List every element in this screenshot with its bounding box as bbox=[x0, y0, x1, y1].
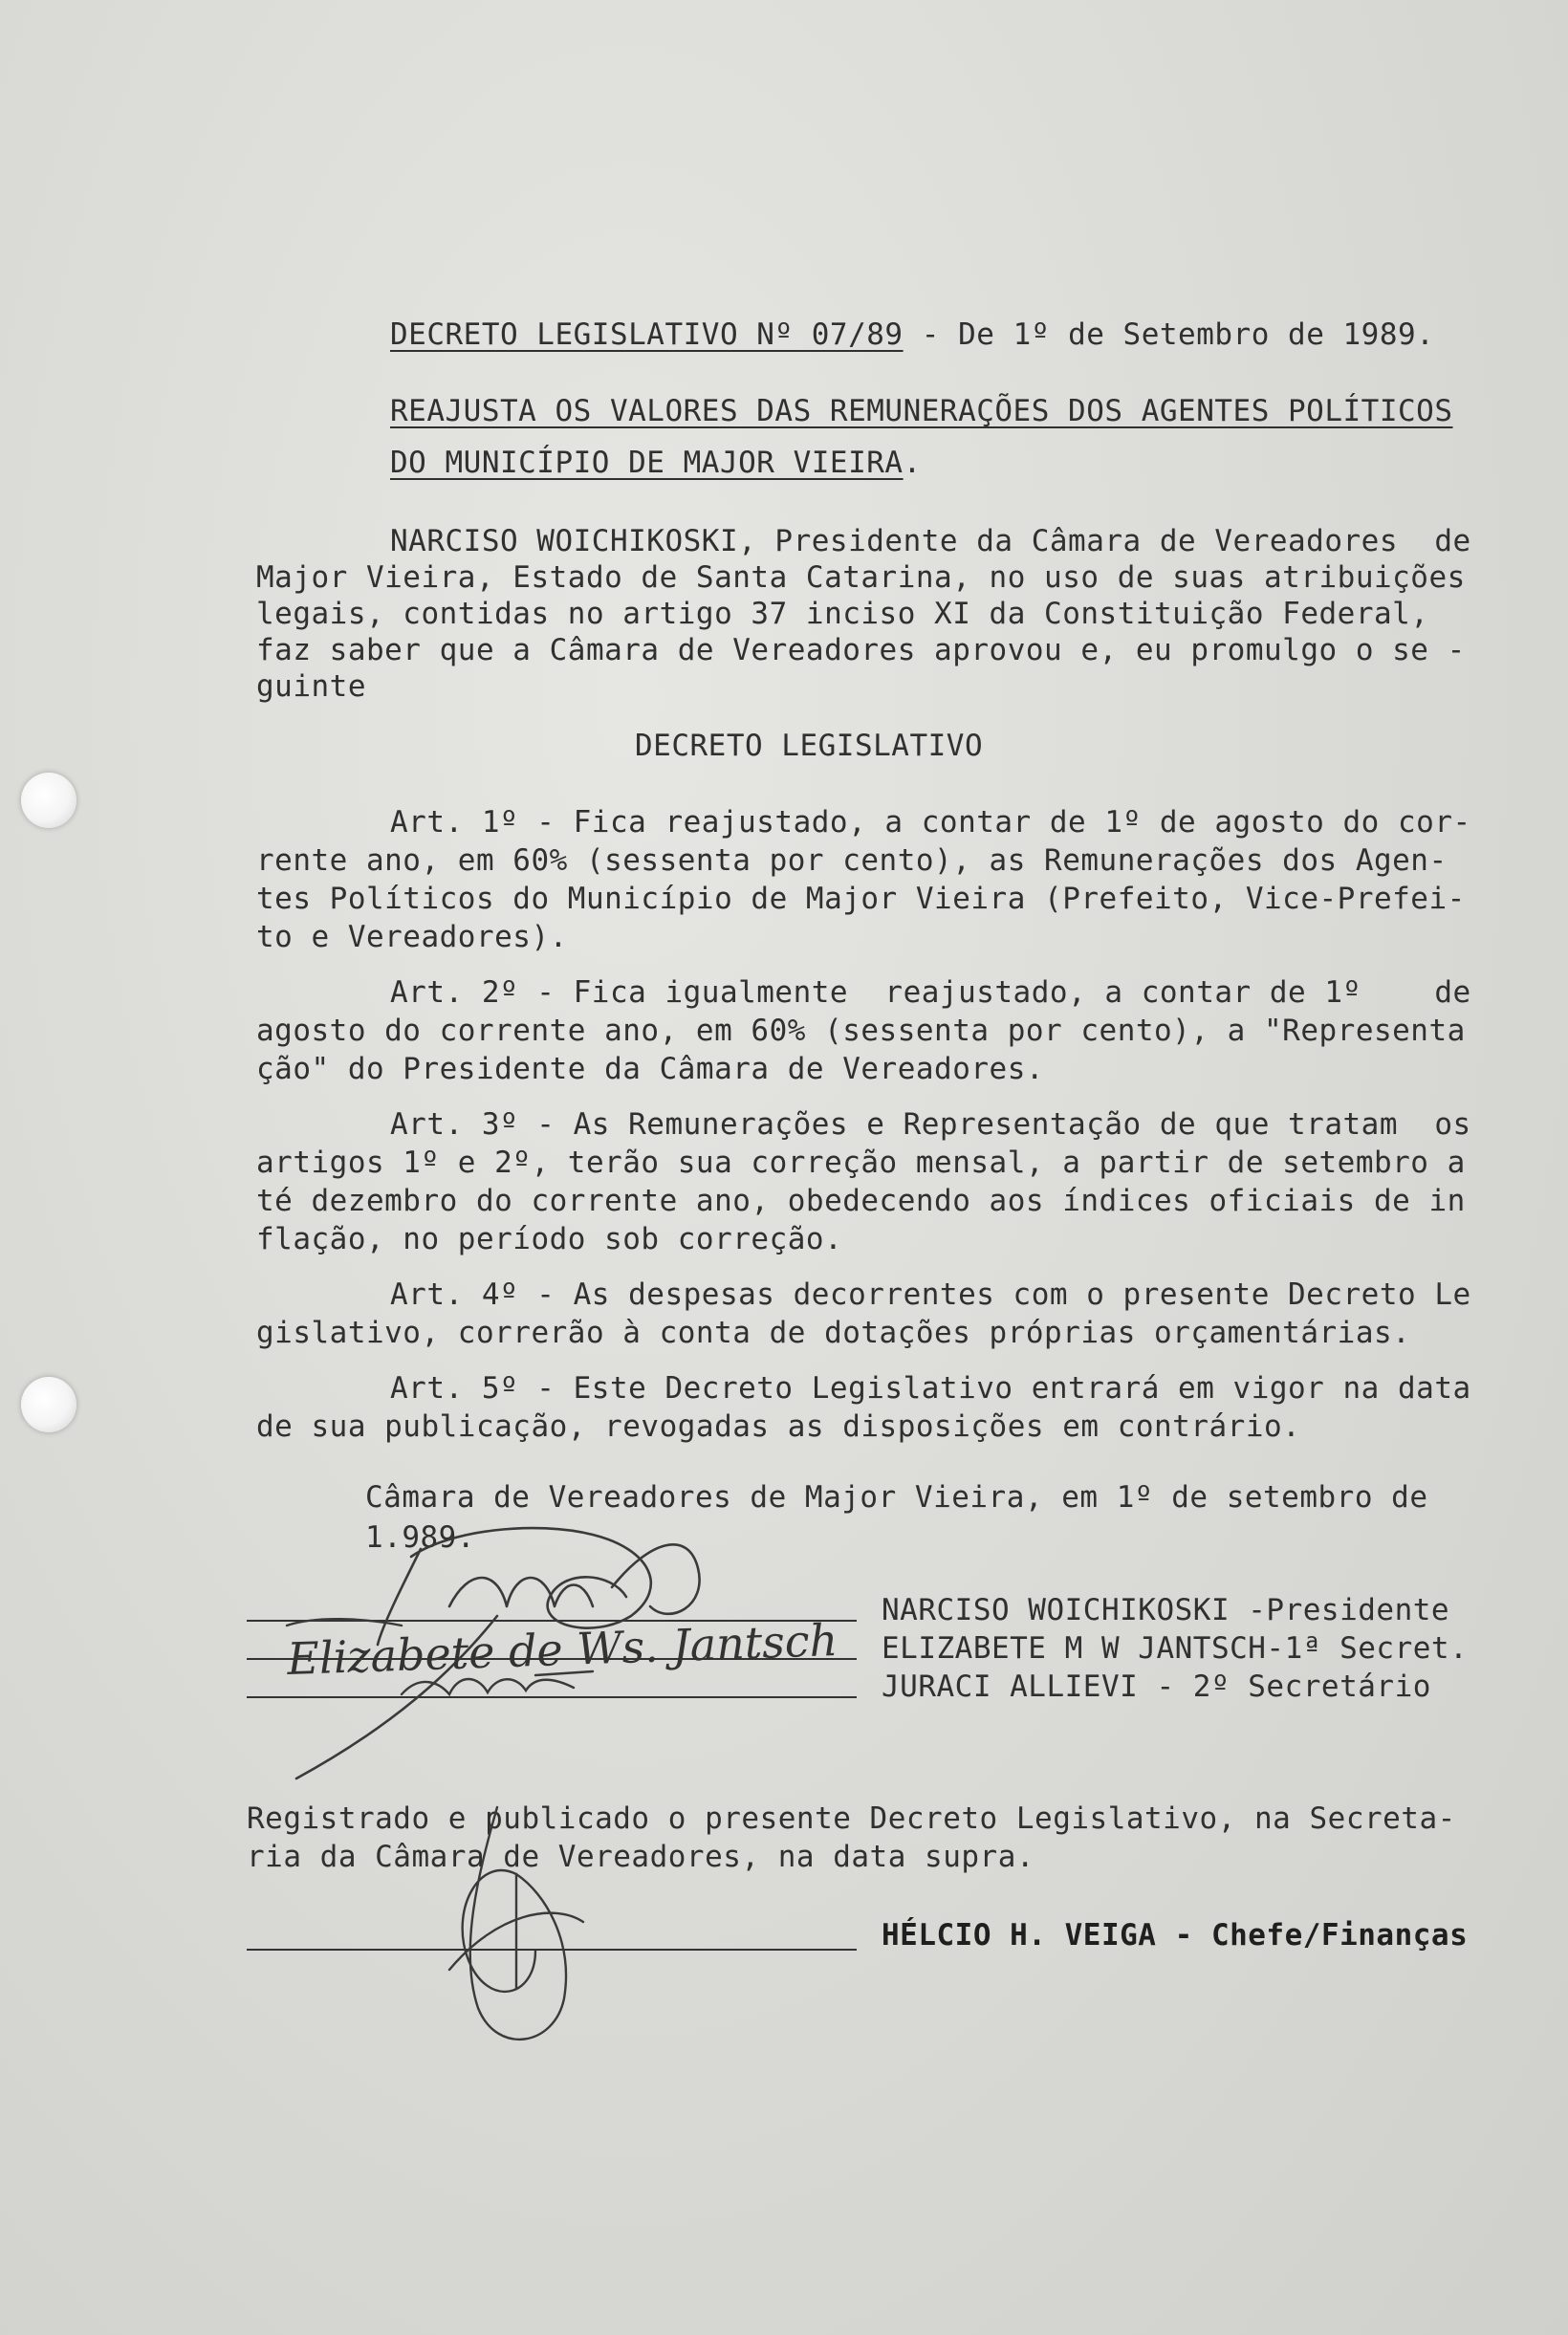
decree-subject-end: . bbox=[903, 446, 922, 480]
signature-second-secretary-stroke bbox=[402, 1679, 574, 1694]
registration-line-1: Registrado e publicado o presente Decreto Legislativo, na Secreta- bbox=[247, 1801, 1456, 1836]
art5-line-1: Art. 5º - Este Decreto Legislativo entrará em vigor na data bbox=[390, 1371, 1471, 1406]
signatory-finance: HÉLCIO H. VEIGA - Chefe/Finanças bbox=[882, 1918, 1469, 1953]
art3-line-4: flação, no período sob correção. bbox=[256, 1222, 843, 1256]
registration-line-2: ria da Câmara de Vereadores, na data supra. bbox=[247, 1840, 1035, 1874]
signatory-first-secretary: ELIZABETE M W JANTSCH-1ª Secret. bbox=[882, 1631, 1469, 1666]
art2-line-3: ção" do Presidente da Câmara de Vereadores. bbox=[256, 1052, 1045, 1086]
signature-line-1 bbox=[247, 1620, 857, 1622]
art2-line-2: agosto do corrente ano, em 60% (sessenta por cento), a "Representa bbox=[256, 1014, 1466, 1048]
art1-line-4: to e Vereadores). bbox=[256, 920, 568, 954]
intro-line-3: legais, contidas no artigo 37 inciso XI da Constituição Federal, bbox=[256, 597, 1429, 631]
decree-subject-line-2: DO MUNICÍPIO DE MAJOR VIEIRA bbox=[390, 446, 904, 480]
intro-line-5: guinte bbox=[256, 669, 366, 704]
art5-line-2: de sua publicação, revogadas as disposições em contrário. bbox=[256, 1409, 1301, 1444]
intro-line-1: NARCISO WOICHIKOSKI, Presidente da Câmara de Vereadores de bbox=[390, 524, 1471, 558]
punch-hole-bottom bbox=[21, 1377, 76, 1432]
art3-line-2: artigos 1º e 2º, terão sua correção mensal, a partir de setembro a bbox=[256, 1146, 1466, 1180]
decree-date: - De 1º de Setembro de 1989. bbox=[903, 317, 1435, 352]
decree-title: DECRETO LEGISLATIVO Nº 07/89 bbox=[390, 317, 904, 352]
signature-line-3 bbox=[247, 1696, 857, 1698]
signature-line-2 bbox=[247, 1658, 857, 1660]
closing-line-2: 1.989. bbox=[365, 1520, 475, 1555]
art4-line-2: gislativo, correrão à conta de dotações próprias orçamentárias. bbox=[256, 1316, 1411, 1350]
signature-line-finance bbox=[247, 1949, 857, 1951]
art1-line-3: tes Políticos do Município de Major Vieira (Prefeito, Vice-Prefei- bbox=[256, 882, 1466, 916]
closing-line-1: Câmara de Vereadores de Major Vieira, em 1º de setembro de bbox=[365, 1480, 1428, 1515]
signature-secretary-name: Elizabete de Ws. Jantsch bbox=[286, 1613, 839, 1686]
decree-subject-line-1: REAJUSTA OS VALORES DAS REMUNERAÇÕES DOS AGENTES POLÍTICOS bbox=[390, 394, 1453, 428]
intro-line-2: Major Vieira, Estado de Santa Catarina, no uso de suas atribuições bbox=[256, 560, 1466, 595]
art4-line-1: Art. 4º - As despesas decorrentes com o presente Decreto Le bbox=[390, 1277, 1471, 1312]
section-heading: DECRETO LEGISLATIVO bbox=[635, 729, 984, 763]
art1-line-2: rente ano, em 60% (sessenta por cento), as Remunerações dos Agen- bbox=[256, 843, 1448, 878]
art3-line-1: Art. 3º - As Remunerações e Representação de que tratam os bbox=[390, 1107, 1471, 1142]
punch-hole-top bbox=[21, 773, 76, 828]
art3-line-3: té dezembro do corrente ano, obedecendo aos índices oficiais de in bbox=[256, 1184, 1466, 1218]
decree-title-line bbox=[390, 316, 1434, 354]
art1-line-1: Art. 1º - Fica reajustado, a contar de 1º de agosto do cor- bbox=[390, 805, 1471, 840]
intro-line-4: faz saber que a Câmara de Vereadores aprovou e, eu promulgo o se - bbox=[256, 633, 1466, 667]
decree-subject-line-2-wrap bbox=[390, 444, 922, 482]
signatory-second-secretary: JURACI ALLIEVI - 2º Secretário bbox=[882, 1669, 1431, 1704]
signatory-president: NARCISO WOICHIKOSKI -Presidente bbox=[882, 1593, 1450, 1627]
art2-line-1: Art. 2º - Fica igualmente reajustado, a contar de 1º de bbox=[390, 975, 1471, 1010]
